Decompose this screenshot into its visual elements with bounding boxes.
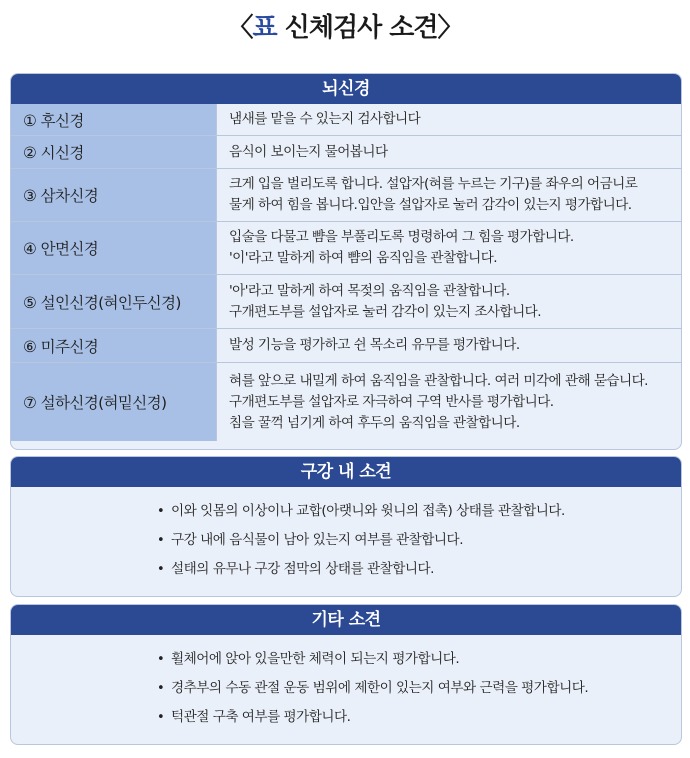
nerve-name: ② 시신경 (11, 136, 217, 168)
description-line: '아'라고 말하게 하여 목젖의 움직임을 관찰합니다. (229, 282, 510, 299)
nerve-description (217, 363, 681, 441)
nerve-name: ① 후신경 (11, 104, 217, 135)
nerve-description (217, 329, 681, 362)
title-close-bracket: 〉 (437, 13, 463, 43)
description-line: 냄새를 맡을 수 있는지 검사합니다 (229, 111, 421, 127)
list-item-text: 경추부의 수동 관절 운동 범위에 제한이 있는지 여부와 근력을 평가합니다. (171, 680, 589, 696)
cranial-nerve-header: 뇌신경 (11, 74, 681, 104)
list-item (157, 674, 681, 703)
oral-findings-header: 구강 내 소견 (11, 457, 681, 487)
nerve-description (217, 169, 681, 221)
title-text: 신체검사 소견 (284, 13, 438, 43)
list-item (157, 555, 681, 584)
description-line: 입술을 다물고 뺨을 부풀리도록 명령하여 그 힘을 평가합니다. (229, 229, 574, 245)
other-findings-header: 기타 소견 (11, 605, 681, 635)
page-title (0, 6, 690, 50)
list-item (157, 497, 681, 526)
description-line: 혀를 앞으로 내밀게 하여 움직임을 관찰합니다. 여러 미각에 관해 묻습니다. (229, 372, 648, 389)
description-line: 발성 기능을 평가하고 쉰 목소리 유무를 평가합니다. (229, 337, 520, 353)
table-row (11, 274, 681, 328)
table-row (11, 168, 681, 221)
list-item (157, 703, 681, 732)
list-item (157, 526, 681, 555)
nerve-description (217, 136, 681, 168)
description-line: 크게 입을 벌리도록 합니다. 설압자(혀를 누르는 기구)를 좌우의 어금니로 (229, 176, 638, 192)
other-findings-panel (10, 604, 682, 745)
description-line: 음식이 보이는지 물어봅니다 (229, 143, 388, 160)
cranial-nerve-panel (10, 73, 682, 450)
list-item-text: 휠체어에 앉아 있을만한 체력이 되는지 평가합니다. (171, 651, 460, 667)
table-row (11, 328, 681, 362)
table-row (11, 104, 681, 135)
bullet-point: • (157, 681, 165, 696)
list-item (157, 645, 681, 674)
oral-findings-body (11, 487, 681, 584)
nerve-name: ⑦ 설하신경(혀밑신경) (11, 363, 217, 441)
other-findings-body (11, 635, 681, 732)
other-findings-list (157, 645, 681, 732)
nerve-name: ⑤ 설인신경(혀인두신경) (11, 275, 217, 328)
table-row (11, 221, 681, 274)
nerve-name: ⑥ 미주신경 (11, 329, 217, 362)
cranial-nerve-table (11, 104, 681, 441)
bullet-point: • (157, 652, 165, 667)
list-item-text: 턱관절 구축 여부를 평가합니다. (171, 709, 351, 725)
description-line: 침을 꿀꺽 넘기게 하여 후두의 움직임을 관찰합니다. (229, 414, 520, 431)
description-line: 구개편도부를 설압자로 자극하여 구역 반사를 평가합니다. (229, 393, 554, 410)
bullet-point: • (157, 562, 165, 577)
table-row (11, 135, 681, 168)
nerve-name: ④ 안면신경 (11, 222, 217, 274)
title-open-bracket: 〈 (227, 13, 253, 43)
bullet-point: • (157, 533, 165, 548)
oral-findings-list (157, 497, 681, 584)
bullet-point: • (157, 710, 165, 725)
table-row (11, 362, 681, 441)
oral-findings-panel (10, 456, 682, 597)
description-line: 물게 하여 힘을 봅니다.입안을 설압자로 눌러 감각이 있는지 평가합니다. (229, 197, 632, 213)
nerve-description (217, 222, 681, 274)
list-item-text: 구강 내에 음식물이 남아 있는지 여부를 관찰합니다. (171, 532, 464, 548)
nerve-description (217, 104, 681, 135)
title-prefix: 표 (252, 13, 277, 43)
description-line: '이'라고 말하게 하여 뺨의 움직임을 관찰합니다. (229, 250, 498, 266)
nerve-description (217, 275, 681, 328)
nerve-name: ③ 삼차신경 (11, 169, 217, 221)
description-line: 구개편도부를 설압자로 눌러 감각이 있는지 조사합니다. (229, 303, 542, 320)
bullet-point: • (157, 504, 165, 519)
list-item-text: 설태의 유무나 구강 점막의 상태를 관찰합니다. (171, 561, 434, 577)
list-item-text: 이와 잇몸의 이상이나 교합(아랫니와 윗니의 접촉) 상태를 관찰합니다. (171, 503, 565, 519)
